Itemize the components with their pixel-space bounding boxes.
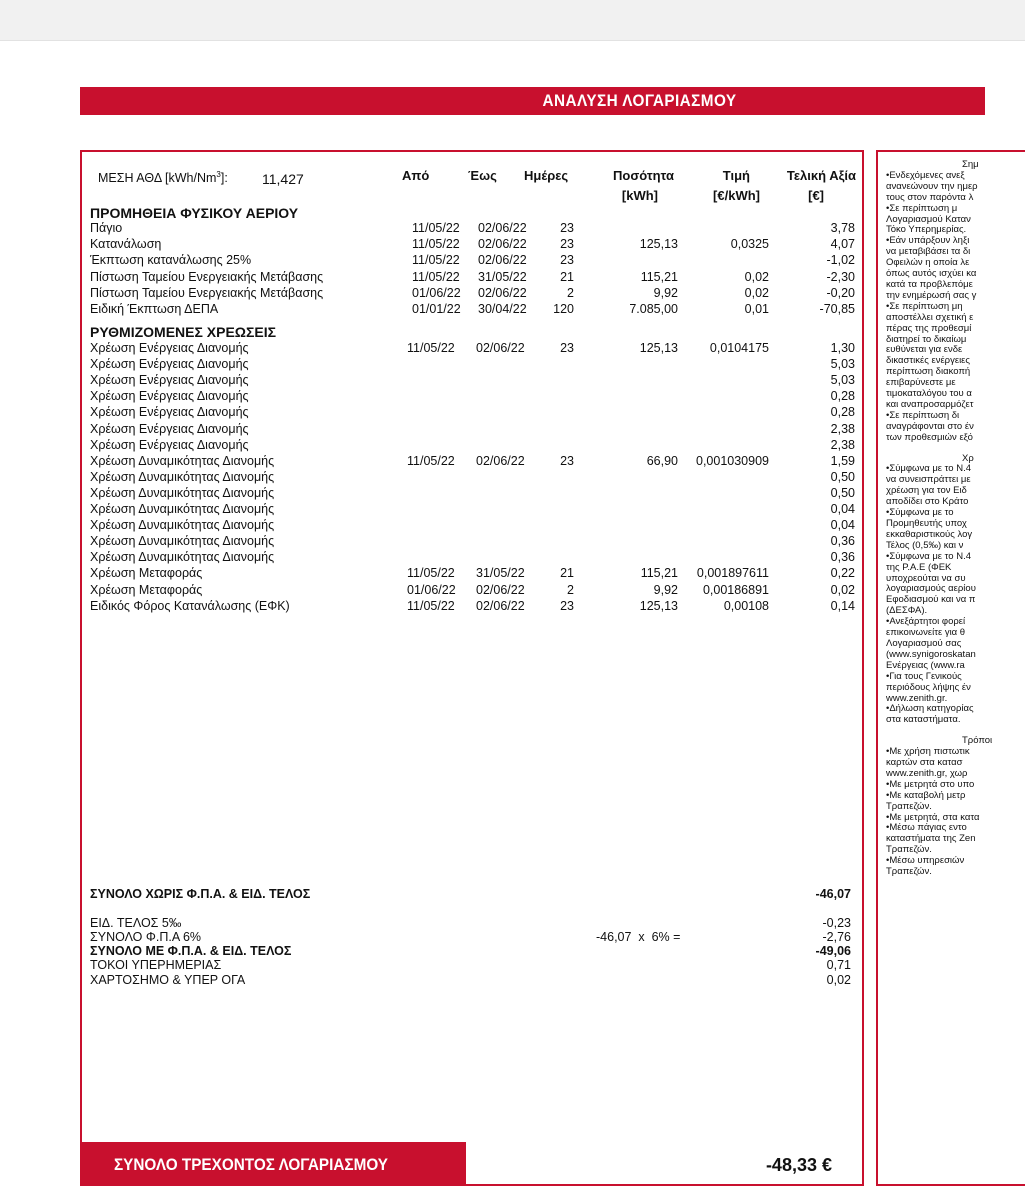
side-note-line: επιβαρύνεστε με — [886, 377, 956, 389]
side-note-line: Σημ — [962, 159, 979, 170]
side-note-line: Τραπεζών. — [886, 844, 932, 856]
side-note-line: περίπτωση διακοπή — [886, 366, 971, 378]
interest-value: 0,71 — [826, 958, 851, 972]
cell-days: 23 — [560, 221, 574, 235]
side-note-line: αποδίδει στο Κράτο — [886, 496, 969, 508]
side-notes — [886, 160, 1025, 878]
col-header-from: Από — [402, 168, 430, 183]
cell-price: 0,02 — [744, 269, 769, 284]
cell-to: 02/06/22 — [478, 237, 527, 252]
cell-to: 02/06/22 — [478, 285, 527, 300]
table-row — [82, 533, 866, 549]
side-note-line: (ΔΕΣΦΑ). — [886, 605, 928, 617]
side-note-line: Τραπεζών. — [886, 866, 932, 878]
table-row — [82, 501, 866, 517]
side-note-line: αποστέλλει σχετική ε — [886, 311, 974, 323]
side-note-line: www.zenith.gr, χωρ — [886, 767, 968, 779]
fee-value: -0,23 — [822, 916, 851, 930]
cell-total: 1,30 — [830, 341, 855, 355]
cell-label: Ειδικός Φόρος Κατανάλωσης (ΕΦΚ) — [90, 598, 290, 613]
cell-total: 0,22 — [830, 566, 855, 581]
with-vat-label: ΣΥΝΟΛΟ ΜΕ Φ.Π.Α. & ΕΙΔ. ΤΕΛΟΣ — [90, 944, 292, 958]
cell-label: Χρέωση Δυναμικότητας Διανομής — [90, 550, 275, 565]
avg-label-end: ]: — [220, 171, 228, 186]
regulated-section-title: ΡΥΘΜΙΖΟΜΕΝΕΣ ΧΡΕΩΣΕΙΣ — [90, 324, 277, 340]
subtotal-label: ΣΥΝΟΛΟ ΧΩΡΙΣ Φ.Π.Α. & ΕΙΔ. ΤΕΛΟΣ — [90, 887, 311, 901]
side-note-line: •Ανεξάρτητοι φορεί — [886, 616, 966, 628]
side-note-line: χρέωση για τον Ειδ — [886, 485, 967, 497]
side-note-line: www.zenith.gr. — [886, 692, 948, 704]
table-row — [82, 269, 866, 285]
cell-from: 01/01/22 — [412, 302, 461, 316]
cell-to: 02/06/22 — [478, 221, 527, 235]
cell-total: 2,38 — [830, 421, 855, 436]
col-header-to: Έως — [468, 168, 497, 183]
side-note-line: των προθεσμιών εξό — [886, 431, 973, 443]
cell-days: 21 — [560, 566, 574, 581]
cell-qty: 115,21 — [640, 269, 678, 284]
cell-label: Χρέωση Ενέργειας Διανομής — [90, 357, 249, 372]
cell-total: 1,59 — [830, 453, 855, 468]
side-note-line: ευθύνεται για ενδε — [886, 344, 963, 356]
cell-total: 5,03 — [830, 373, 855, 388]
cell-from: 11/05/22 — [412, 221, 460, 235]
cell-total: 4,07 — [830, 237, 855, 252]
cell-to: 02/06/22 — [476, 453, 525, 468]
cell-total: 0,28 — [830, 389, 855, 404]
side-note-line: Λογαριασμού Καταν — [886, 213, 971, 225]
side-note-line: •Δήλωση κατηγορίας — [886, 703, 974, 715]
vat-value: -2,76 — [822, 930, 851, 944]
cell-label: Χρέωση Δυναμικότητας Διανομής — [90, 518, 275, 533]
side-notes-box — [876, 150, 1025, 1186]
cell-label: Χρέωση Ενέργειας Διανομής — [90, 373, 249, 388]
cell-total: 0,36 — [830, 534, 855, 549]
side-note-line — [886, 444, 1025, 454]
cell-label: Έκπτωση κατανάλωσης 25% — [90, 253, 252, 268]
side-note-line: •Με μετρητά στο υπο — [886, 778, 975, 790]
side-note-line: Λογαριασμού σας — [886, 637, 962, 649]
side-note-line: •Σε περίπτωση μη — [886, 300, 963, 312]
side-note-line: Οφειλών η οποία λε — [886, 257, 970, 269]
cell-total: 0,14 — [830, 598, 855, 613]
table-row — [82, 372, 866, 388]
side-note-line: •Εάν υπάρξουν ληξι — [886, 235, 970, 247]
cell-from: 11/05/22 — [407, 598, 455, 613]
cell-total: 0,50 — [830, 469, 855, 484]
avg-label-text: ΜΕΣΗ ΑΘΔ [kWh/Nm — [98, 171, 217, 186]
col-header-total-unit: [€] — [808, 188, 824, 203]
side-note-line: κατά τα προβλεπόμε — [886, 278, 973, 290]
side-note-line: εκκαθαριστικούς λογ — [886, 528, 973, 540]
col-header-days: Ημέρες — [524, 168, 569, 183]
cell-label: Χρέωση Μεταφοράς — [90, 566, 203, 581]
cell-qty: 7.085,00 — [629, 302, 678, 316]
avg-label — [98, 168, 228, 185]
cell-label: Χρέωση Ενέργειας Διανομής — [90, 405, 249, 420]
cell-price: 0,0325 — [730, 237, 769, 252]
cell-total: 3,78 — [830, 221, 855, 235]
cell-total: 0,28 — [830, 405, 855, 420]
side-note-line: •Σύμφωνα με το — [886, 507, 954, 519]
cell-qty: 9,92 — [653, 285, 678, 300]
side-note-line: της Ρ.Α.Ε (ΦΕΚ — [886, 561, 952, 573]
side-note-line: στα καταστήματα. — [886, 714, 961, 726]
table-row — [82, 549, 866, 565]
side-note-line: και αναπροσαρμόζετ — [886, 398, 974, 410]
cell-label: Χρέωση Ενέργειας Διανομής — [90, 341, 249, 355]
side-note-line: λογαριασμούς αερίου — [886, 583, 976, 595]
section-title: ΑΝΑΛΥΣΗ ΛΟΓΑΡΙΑΣΜΟΥ — [542, 91, 737, 110]
current-bill-total-label-band — [80, 1142, 466, 1186]
side-note-line: υποχρεούται να συ — [886, 572, 966, 584]
cell-total: -70,85 — [819, 302, 855, 316]
current-bill-total-band — [80, 1142, 864, 1186]
cell-label: Χρέωση Ενέργειας Διανομής — [90, 437, 249, 452]
supply-section-title: ΠΡΟΜΗΘΕΙΑ ΦΥΣΙΚΟΥ ΑΕΡΙΟΥ — [90, 205, 299, 221]
cell-label: Χρέωση Δυναμικότητας Διανομής — [90, 485, 275, 500]
cell-total: -1,02 — [826, 253, 855, 268]
table-row — [82, 404, 866, 420]
cell-total: 0,04 — [830, 502, 855, 516]
cell-days: 21 — [560, 269, 574, 284]
cell-price: 0,01 — [744, 302, 769, 316]
vat-label: ΣΥΝΟΛΟ Φ.Π.Α 6% — [90, 930, 202, 944]
side-note-line — [886, 726, 1025, 736]
cell-days: 120 — [553, 302, 574, 316]
side-note-line: (www.synigoroskatan — [886, 648, 976, 660]
cell-from: 11/05/22 — [412, 269, 460, 284]
side-note-line: τους στον παρόντα λ — [886, 191, 974, 203]
table-row — [82, 421, 866, 437]
cell-qty: 125,13 — [639, 598, 678, 613]
cell-qty: 125,13 — [639, 341, 678, 355]
side-note-line: επικοινωνείτε για θ — [886, 627, 966, 639]
cell-label: Χρέωση Δυναμικότητας Διανομής — [90, 469, 275, 484]
side-note-line: •Μέσω πάγιας εντο — [886, 822, 967, 834]
cell-label: Χρέωση Μεταφοράς — [90, 582, 203, 597]
cell-total: -0,20 — [826, 285, 855, 300]
side-note-line: •Σε περίπτωση μ — [886, 202, 958, 214]
cell-total: 0,36 — [830, 550, 855, 565]
cell-label: Ειδική Έκπτωση ΔΕΠΑ — [90, 302, 219, 316]
cell-total: 0,50 — [830, 485, 855, 500]
side-note-line: Ενέργειας (www.ra — [886, 659, 965, 671]
cell-price: 0,001030909 — [696, 453, 769, 468]
stamp-value: 0,02 — [826, 973, 851, 987]
side-note-line: •Ενδεχόμενες ανεξ — [886, 169, 965, 181]
table-row — [82, 388, 866, 404]
cell-from: 11/05/22 — [407, 566, 455, 581]
table-row — [82, 252, 866, 268]
col-header-qty-unit: [kWh] — [621, 188, 658, 203]
col-header-total: Τελική Αξία — [786, 168, 856, 183]
side-note-line: Τρόποι — [962, 735, 993, 747]
cell-to: 31/05/22 — [478, 269, 527, 284]
side-note-line: •Σε περίπτωση δι — [886, 409, 960, 421]
side-note-line: •Για τους Γενικούς — [886, 670, 962, 682]
side-note-line: πέρας της προθεσμί — [886, 322, 972, 334]
side-note-line: •Με καταβολή μετρ — [886, 789, 966, 801]
side-note-line: περιόδους λήψης έν — [886, 681, 971, 693]
fee-label: ΕΙΔ. ΤΕΛΟΣ 5‰ — [90, 916, 182, 930]
cell-from: 11/05/22 — [412, 237, 460, 252]
cell-qty: 115,21 — [640, 566, 678, 581]
side-note-line: Προμηθευτής υποχ — [886, 518, 967, 529]
cell-from: 01/06/22 — [412, 285, 461, 300]
side-note-line: Τραπεζών. — [886, 800, 932, 812]
cell-days: 23 — [560, 341, 574, 355]
cell-to: 02/06/22 — [476, 341, 525, 355]
cell-total: -2,30 — [826, 269, 855, 284]
cell-days: 23 — [560, 253, 574, 268]
cell-label: Χρέωση Δυναμικότητας Διανομής — [90, 453, 275, 468]
table-row — [82, 598, 866, 614]
side-note-line: Εφοδιασμού και να π — [886, 594, 976, 606]
avg-label-sup: 3 — [216, 170, 221, 179]
table-row — [82, 220, 866, 236]
cell-label: Χρέωση Δυναμικότητας Διανομής — [90, 534, 275, 549]
col-header-price: Τιμή — [722, 168, 750, 183]
table-row — [82, 301, 866, 317]
subtotal-value: -46,07 — [815, 887, 851, 901]
cell-price: 0,00108 — [723, 598, 769, 613]
cell-days: 2 — [567, 285, 574, 300]
cell-price: 0,00186891 — [702, 582, 769, 597]
interest-label: ΤΟΚΟΙ ΥΠΕΡΗΜΕΡΙΑΣ — [90, 958, 222, 972]
cell-total: 0,02 — [830, 582, 855, 597]
section-header-band — [80, 87, 985, 115]
side-note-line: αναγράφονται στο έν — [886, 420, 974, 432]
table-row — [82, 485, 866, 501]
col-header-price-unit: [€/kWh] — [713, 188, 760, 203]
side-note-line: •Σύμφωνα με το Ν.4 — [886, 463, 971, 475]
cell-days: 23 — [560, 598, 574, 613]
table-row — [82, 236, 866, 252]
side-note-line: Τόκο Υπερημερίας. — [886, 224, 967, 236]
cell-total: 2,38 — [830, 437, 855, 452]
cell-to: 02/06/22 — [478, 253, 527, 268]
cell-from: 01/06/22 — [407, 582, 456, 597]
bill-analysis-box — [80, 150, 864, 1186]
viewer-top-bar — [0, 0, 1025, 41]
side-note-line: δικαστικές ενέργειες — [886, 355, 970, 367]
cell-qty: 125,13 — [639, 237, 678, 252]
table-row — [82, 565, 866, 581]
cell-label: Πίστωση Ταμείου Ενεργειακής Μετάβασης — [90, 285, 324, 300]
cell-label: Χρέωση Ενέργειας Διανομής — [90, 389, 249, 404]
stamp-label: ΧΑΡΤΟΣΗΜΟ & ΥΠΕΡ ΟΓΑ — [90, 973, 246, 987]
cell-from: 11/05/22 — [407, 453, 455, 468]
side-note-line: ανανεώνουν την ημερ — [886, 180, 978, 192]
side-note-line: Χρ — [962, 452, 974, 464]
cell-qty: 9,92 — [653, 582, 678, 597]
table-row — [82, 453, 866, 469]
cell-label: Πάγιο — [90, 221, 123, 235]
side-note-line: καρτών στα κατασ — [886, 757, 963, 769]
cell-to: 30/04/22 — [478, 302, 527, 316]
cell-price: 0,001897611 — [696, 566, 769, 581]
side-note-line: να συνεισπράττει με — [886, 474, 971, 486]
current-bill-total-label: ΣΥΝΟΛΟ ΤΡΕΧΟΝΤΟΣ ΛΟΓΑΡΙΑΣΜΟΥ — [114, 1155, 389, 1174]
side-note-line: να μεταβιβάσει τα δι — [886, 246, 971, 258]
cell-qty: 66,90 — [646, 453, 678, 468]
side-note-line: διατηρεί το δικαίωμ — [886, 333, 967, 345]
cell-days: 23 — [560, 237, 574, 252]
side-note-line: τιμοκαταλόγου του α — [886, 388, 972, 400]
cell-total: 0,04 — [830, 518, 855, 533]
cell-days: 23 — [560, 453, 574, 468]
table-row — [82, 437, 866, 453]
side-note-line: •Μέσω υπηρεσιών — [886, 855, 965, 867]
table-row — [82, 582, 866, 598]
cell-price: 0,0104175 — [709, 341, 769, 355]
cell-label: Πίστωση Ταμείου Ενεργειακής Μετάβασης — [90, 269, 324, 284]
vat-calculation: -46,07 x 6% = — [596, 930, 681, 944]
cell-total: 5,03 — [830, 357, 855, 372]
cell-price: 0,02 — [744, 285, 769, 300]
cell-from: 11/05/22 — [412, 253, 460, 268]
side-note-line: Τέλος (0,5‰) και ν — [886, 539, 964, 551]
cell-label: Κατανάλωση — [90, 237, 162, 252]
side-note-line: όπως αυτός ισχύει κα — [886, 268, 977, 280]
table-row — [82, 356, 866, 372]
side-note-line: •Σύμφωνα με το Ν.4 — [886, 550, 971, 562]
avg-value: 11,427 — [262, 171, 304, 187]
table-row — [82, 340, 866, 356]
col-header-qty: Ποσότητα — [613, 168, 674, 183]
cell-label: Χρέωση Δυναμικότητας Διανομής — [90, 502, 275, 516]
current-bill-total-value: -48,33 € — [765, 1155, 832, 1175]
cell-to: 02/06/22 — [476, 598, 525, 613]
cell-to: 31/05/22 — [476, 566, 525, 581]
side-note-line: •Με χρήση πιστωτικ — [886, 746, 970, 758]
cell-to: 02/06/22 — [476, 582, 525, 597]
side-note-line: καταστήματα της Zen — [886, 833, 976, 845]
side-note-line: την ενημέρωσή σας γ — [886, 289, 977, 301]
side-note-line: •Με μετρητά, στα κατα — [886, 811, 980, 823]
with-vat-value: -49,06 — [815, 944, 851, 958]
table-row — [82, 469, 866, 485]
cell-from: 11/05/22 — [407, 341, 455, 355]
table-row — [82, 285, 866, 301]
cell-label: Χρέωση Ενέργειας Διανομής — [90, 421, 249, 436]
cell-days: 2 — [567, 582, 574, 597]
table-row — [82, 517, 866, 533]
